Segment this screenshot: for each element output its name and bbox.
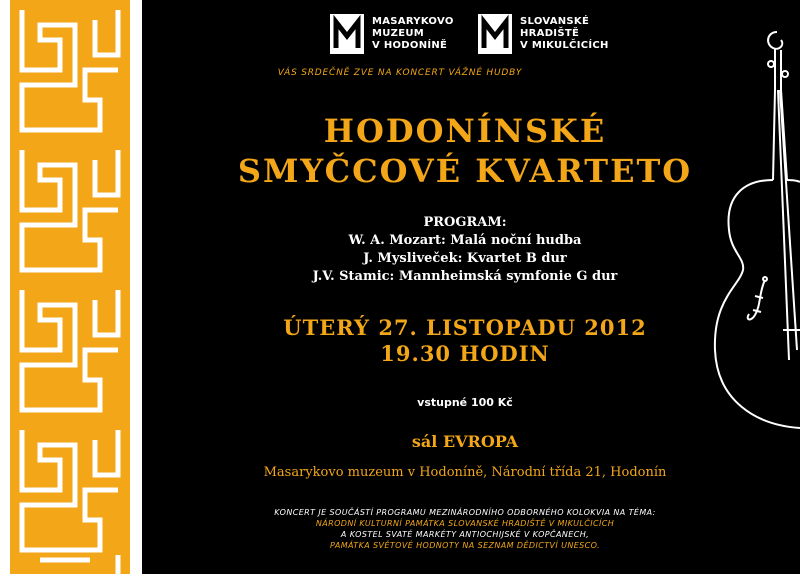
footer-text: NÁRODNÍ KULTURNÍ PAMÁTKA SLOVANSKÉ HRADIŠTĚ V MIKULČICÍCH (315, 519, 615, 528)
venue-name: sál EVROPA (411, 432, 519, 451)
meander-pattern (0, 0, 142, 574)
logo-line: MASARYKOVO (372, 16, 454, 27)
venue-address: Masarykovo muzeum v Hodoníně, Národní třída 21, Hodonín (263, 465, 667, 480)
entry-fee: vstupné 100 Kč (417, 396, 513, 409)
footer-text: PAMÁTKA SVĚTOVÉ HODNOTY NA SEZNAM DĚDICTVÍ UNESCO. (330, 541, 600, 550)
footer-text: KONCERT JE SOUČÁSTÍ PROGRAMU MEZINÁRODNÍHO ODBORNÉHO KOLOKVIA NA TÉMA: (274, 508, 656, 517)
concert-date: ÚTERÝ 27. LISTOPADU 2012 (283, 315, 647, 340)
title-line-2: SMYČCOVÉ KVARTETO (237, 152, 693, 190)
logo-line: SLOVANSKÉ (520, 16, 590, 27)
logo-line: MUZEUM (372, 28, 425, 39)
masarykovo-muzeum-logo (330, 14, 454, 54)
footer-text: A KOSTEL SVATÉ MARKÉTY ANTIOCHIJSKÉ V KOPČANECH, (340, 530, 590, 539)
meander-pattern-graphic (0, 0, 142, 574)
cello-outline-icon (705, 30, 800, 430)
logo-line: HRADIŠTĚ (520, 28, 580, 39)
program-item: W. A. Mozart: Malá noční hudba (348, 233, 582, 248)
title-line-1: HODONÍNSKÉ (323, 112, 607, 150)
slovanske-hradiste-logo (478, 14, 609, 54)
program-item: J.V. Stamic: Mannheimská symfonie G dur (312, 269, 618, 284)
footer-line (150, 518, 780, 529)
museum-m-logo-icon (330, 14, 364, 54)
museum-m-logo-icon (478, 14, 512, 54)
program-item: J. Mysliveček: Kvartet B dur (363, 251, 567, 266)
program-heading: PROGRAM: (423, 215, 507, 230)
invitation-line: VÁS SRDEČNĚ ZVE NA KONCERT VÁŽNÉ HUDBY (277, 68, 523, 78)
footer-line (150, 540, 780, 551)
logo-line: V HODONÍNĚ (372, 40, 448, 51)
logo-line: V MIKULČICÍCH (520, 40, 609, 51)
concert-time: 19.30 HODIN (380, 341, 550, 366)
footer-line (150, 507, 780, 518)
footer-line (150, 529, 780, 540)
